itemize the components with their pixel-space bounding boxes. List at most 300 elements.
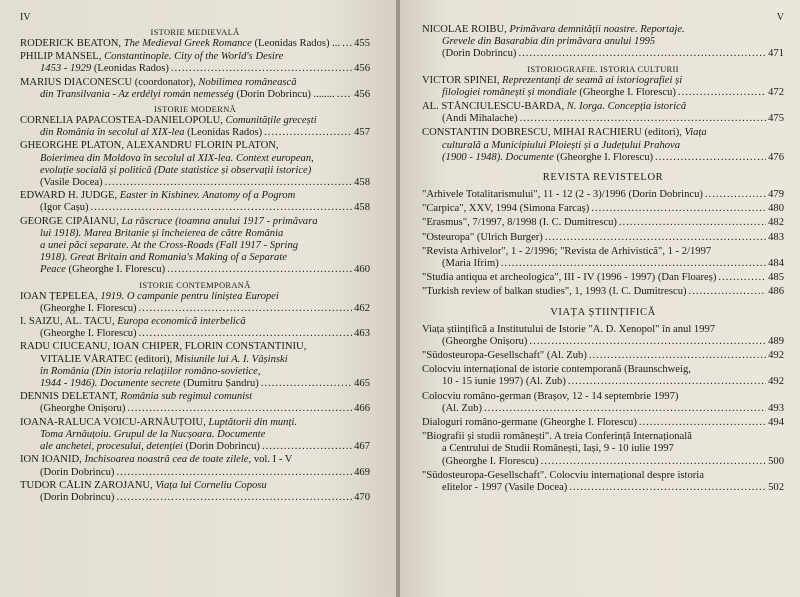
entry-title-italic: Easter in Kishinev. Anatomy of a Pogrom [119,190,296,202]
entry-text [20,341,306,353]
page-ref: 492 [768,350,784,362]
entry-text [20,153,314,165]
entry-text [422,75,682,87]
entry-title-italic: Primăvara demnității noastre. Reportaje. [509,24,685,35]
entry-title-italic: în România (Din istoria relațiilor româno-sovietice, [40,365,261,377]
dot-leader [705,189,766,201]
entry-text [422,286,687,298]
toc-entry [422,350,784,362]
page-ref: 460 [354,264,370,276]
entry-author-text: Dialoguri româno-germane (Gheorghe I. Florescu) [422,417,637,429]
entry-title-italic: a unei păci separate. At the Cross-Roads (Fall 1917 - Spring [40,240,299,252]
entry-text [422,456,539,468]
entry-title-italic: culturală a Municipiului Ploiești și a Județului Prahova [442,139,681,151]
entry-text [20,480,267,492]
toc-line [20,240,370,252]
entry-author-text: RODERICK BEATON, [20,38,124,49]
page-number-left: IV [20,12,31,23]
toc-line [422,48,784,60]
toc-line [20,441,370,453]
entry-title-italic: din România în secolul al XIX-lea [40,127,185,139]
entry-text [422,152,653,164]
page-ref: 500 [768,455,784,467]
dot-leader [529,336,766,348]
toc-line [20,378,370,390]
toc-line [20,264,370,276]
toc-line [20,177,370,189]
entry-author-text: AL. STĂNCIULESCU-BÂRDA, [422,101,567,113]
toc-entry [20,140,370,189]
toc-line [422,203,784,215]
left-contents [20,27,370,504]
toc-entry [20,341,370,390]
entry-text [422,431,692,443]
toc-entry [20,316,370,340]
toc-line [422,113,784,125]
entry-text [20,38,340,50]
dot-leader [261,378,352,390]
toc-entry [422,246,784,270]
toc-line [422,258,784,270]
entry-text [422,376,566,388]
toc-line [20,467,370,479]
page-ref: 456 [354,88,370,100]
toc-line [422,456,784,468]
toc-entry [20,115,370,139]
entry-author-text: (Dorin Dobrincu) [40,466,115,478]
page-ref: 472 [768,86,784,98]
dot-leader [655,152,766,164]
entry-text [422,87,676,99]
entry-reviewer-text: (Leonidas Rados) ... [251,38,341,49]
entry-text [20,417,297,429]
entry-text [20,140,279,152]
toc-entry [20,77,370,101]
section-heading: ISTORIE CONTEMPORANĂ [139,279,251,290]
entry-title-italic: N. Iorga. Concepția istorică [566,101,687,113]
dot-leader [105,177,352,189]
dot-leader [501,258,766,270]
entry-title-italic: din Transilvania - Az erdélyi román nemesség [40,88,234,100]
page-ref: 486 [768,286,784,298]
toc-entry [422,24,784,61]
toc-line [422,272,784,284]
entry-text [20,127,262,139]
toc-entry [422,75,784,99]
entry-text [20,441,260,453]
entry-title-italic: 1944 - 1946). Documente secrete [40,378,181,390]
entry-author-text: (Dorin Dobrincu) [40,491,115,503]
toc-line [20,127,370,139]
entry-author-text: CORNELIA PAPACOSTEA-DANIELOPOLU, [20,115,226,127]
entry-text [422,364,691,376]
page-ref: 476 [768,151,784,163]
entry-text [20,63,169,75]
entry-title-italic: Comunitățile grecești [225,115,317,127]
entry-text [422,272,716,284]
entry-title-italic: Constantinople. City of the World's Desire [104,51,284,63]
entry-title-italic: Luptătorii din munți. [208,416,298,428]
toc-line [422,403,784,415]
toc-line [422,391,784,403]
entry-author-text: NICOLAE ROIBU, [422,24,510,35]
page-ref: 469 [354,466,370,478]
entry-text [20,291,279,303]
page-ref: 475 [768,113,784,125]
page-ref: 492 [768,376,784,388]
dot-leader [541,456,767,468]
entry-title-italic: Reprezentanți de seamă ai istoriografiei și [502,74,683,86]
dot-leader [545,232,766,244]
entry-author-text: IOANA-RALUCA VOICU-ARNĂUȚOIU, [20,416,209,428]
entry-title-italic: Nobilimea românească [198,76,297,88]
toc-line [422,431,784,443]
entry-text [422,127,707,139]
entry-reviewer-text: (Gheorghe I. Florescu) [576,86,676,98]
toc-entry [20,190,370,214]
entry-text [422,443,674,455]
toc-line [20,51,370,63]
page-ref: 455 [354,38,370,49]
toc-line [422,36,784,48]
page-ref: 493 [768,402,784,414]
dot-leader [264,127,352,139]
entry-author-text: (Maria Ifrim) [442,258,499,270]
entry-title-italic: Misiunile lui A. I. Vâșinski [174,353,288,365]
toc-entry [20,51,370,75]
entry-author-text: "Südosteuropa-Gesellschaft". Colocviu internațional despre istoria [422,469,704,481]
toc-line [20,190,370,202]
entry-author-text: "Biografii și studii românești". A treia Conferință Internațională [422,431,692,443]
entry-text [20,316,246,328]
toc-entry [422,217,784,229]
toc-line [422,246,784,258]
page-ref: 463 [354,328,370,340]
entry-reviewer-text: , vol. I - V [248,454,293,466]
entry-reviewer-text: (Gheorghe I. Florescu) [553,151,654,163]
entry-title-italic: 1918). Great Britain and Romania's Making of a Separate [40,252,287,264]
toc-line [20,403,370,415]
entry-text [20,252,287,264]
toc-entry [422,470,784,494]
entry-text [20,403,125,415]
entry-author-text: Colocviu româno-german (Brașov, 12 - 14 septembrie 1997) [422,390,679,402]
entry-text [20,391,252,403]
entry-title-italic: La răscruce (toamna anului 1917 - primăvara [121,215,318,227]
entry-text [20,228,283,240]
entry-text [20,51,283,63]
toc-entry [422,417,784,429]
toc-line [20,303,370,315]
entry-author-text: (Al. Zub) [442,402,483,414]
toc-entry [422,364,784,388]
toc-entry [20,391,370,415]
entry-author-text: "Osteuropa" (Ulrich Burger) [422,231,543,243]
page-ref: 466 [354,403,370,415]
page-ref: 479 [768,189,784,201]
right-page [400,0,800,597]
page-ref: 489 [768,335,784,347]
toc-entry [422,101,784,125]
entry-author-text: (Gheorghe I. Florescu) [40,328,137,340]
entry-author-text: a Centrului de Studii Românești, Iași, 9 - 10 iulie 1997 [442,443,674,455]
entry-author-text: VICTOR SPINEI, [422,74,503,86]
entry-text [422,140,680,152]
page-ref: 457 [354,127,370,139]
toc-line [422,217,784,229]
toc-line [20,252,370,264]
dot-leader [91,202,353,214]
dot-leader [569,482,766,494]
toc-line [20,391,370,403]
toc-line [20,454,370,466]
entry-text [20,202,89,214]
entry-reviewer-text: (Gheorghe I. Florescu) [65,264,166,276]
dot-leader [171,63,352,75]
entry-title-italic: Grevele din Basarabia din primăvara anului 1995 [442,36,656,48]
entry-text [422,246,711,258]
entry-text [422,350,587,362]
page-ref: 458 [354,202,370,214]
toc-entry [422,286,784,298]
entry-text [20,89,335,101]
dot-leader [591,203,766,215]
toc-entry [422,203,784,215]
toc-line [20,291,370,303]
entry-text [422,203,589,215]
entry-title-italic: 1453 - 1929 [40,63,92,75]
entry-title-italic: Viața lui Corneliu Coposu [155,479,267,491]
entry-reviewer-text: (Dorin Dobrincu) [182,441,260,453]
entry-author-text: PHILIP MANSEL, [20,51,105,63]
entry-text [20,303,137,315]
entry-text [20,492,114,504]
entry-author-text: EDWARD H. JUDGE, [20,190,120,202]
page-ref: 456 [354,63,370,75]
toc-entry [422,189,784,201]
entry-title-italic: filologiei românești și mondiale [442,86,577,98]
toc-entry [422,391,784,415]
page-ref: 480 [768,203,784,215]
entry-text [422,336,527,348]
entry-text [422,36,655,48]
entry-author-text: CONSTANTIN DOBRESCU, MIHAI RACHIERU (editori), [422,127,685,139]
entry-title-italic: Europa economică interbelică [117,316,246,328]
toc-line [20,153,370,165]
entry-text [20,165,311,177]
toc-line [20,216,370,228]
toc-line [422,324,784,336]
entry-text [422,417,637,429]
toc-line [20,89,370,101]
entry-text [20,366,261,378]
toc-entry [422,324,784,348]
page-ref: 471 [768,48,784,60]
toc-entry [422,232,784,244]
entry-author-text: Colocviu internațional de istorie contemporană (Braunschweig, [422,364,691,376]
toc-line [20,429,370,441]
entry-author-text: "Revista Arhivelor", 1 - 2/1996; "Revista de Arhivistică", 1 - 2/1997 [422,245,712,257]
entry-author-text: 10 - 15 iunie 1997) (Al. Zub) [442,376,566,388]
entry-author-text: Viața științifică a Institutului de Istorie "A. D. Xenopol" în anul 1997 [422,323,716,335]
toc-line [422,24,784,36]
dot-leader [484,403,766,415]
entry-text [422,470,704,482]
entry-author-text: ION IOANID, [20,454,85,466]
entry-text [20,115,317,127]
entry-author-text: I. SAIZU, AL. TACU, [20,316,118,328]
dot-leader [337,89,352,101]
dot-leader [718,272,766,284]
entry-author-text: TUDOR CĂLIN ZAROJANU, [20,479,156,491]
toc-entry [422,127,784,164]
toc-line [422,482,784,494]
entry-title-italic: Viața [684,127,707,139]
section-heading: ISTORIE MODERNĂ [153,104,237,115]
entry-title-italic: The Medieval Greek Romance [123,38,252,49]
dot-leader [116,467,352,479]
entry-author-text: (Gheorghe I. Florescu) [442,455,539,467]
page-ref: 467 [354,441,370,453]
entry-text [20,328,137,340]
toc-line [422,364,784,376]
section-heading: ISTORIOGRAFIE. ISTORIA CULTURII [527,63,679,74]
toc-line [20,77,370,89]
toc-entry [20,291,370,315]
page-ref: 494 [768,417,784,429]
toc-line [20,492,370,504]
page-ref: 458 [354,177,370,189]
toc-line [422,189,784,201]
toc-line [20,140,370,152]
section-heading: VIAȚA ȘTIINȚIFICĂ [550,306,656,318]
toc-entry [20,480,370,504]
entry-author-text: (Andi Mihalache) [442,113,518,125]
dot-leader [589,350,766,362]
entry-text [422,217,617,229]
page-ref: 465 [354,378,370,390]
entry-text [422,482,567,494]
toc-line [422,336,784,348]
entry-author-text: (Gheorghe Onișoru) [442,335,528,347]
toc-line [20,354,370,366]
entry-title-italic: evoluție socială și politică (Date statistice și observații istorice) [40,164,312,176]
page-ref: 483 [768,231,784,243]
entry-author-text: RADU CIUCEANU, IOAN CHIPER, FLORIN CONSTANTINIU, [20,341,307,353]
page-ref: 484 [768,258,784,270]
entry-text [20,177,103,189]
entry-reviewer-text: (Leonidas Rados) [184,127,263,139]
entry-author-text: elitelor - 1997 (Vasile Docea) [442,482,568,494]
page-number-right: V [776,12,784,23]
entry-text [422,113,518,125]
dot-leader [568,376,766,388]
dot-leader [678,87,766,99]
toc-entry [422,272,784,284]
toc-line [422,443,784,455]
entry-text [20,77,297,89]
toc-line [422,87,784,99]
toc-line [20,417,370,429]
page-ref: 462 [354,302,370,314]
page-ref: 470 [354,491,370,503]
entry-author-text: "Südosteuropa-Gesellschaft" (Al. Zub) [422,350,587,362]
toc-line [20,480,370,492]
dot-leader [520,113,767,125]
dot-leader [342,38,352,50]
entry-author-text: "Studia antiqua et archeologica", III - IV (1996 - 1997) (Dan Floareș) [422,272,717,284]
entry-author-text: (Dorin Dobrincu) [442,48,517,60]
entry-text [20,240,298,252]
entry-title-italic: lui 1918). Marea Britanie și încheierea de către România [40,227,284,239]
entry-author-text: VITALIE VĂRATEC (editori), [40,353,175,365]
toc-line [20,328,370,340]
dot-leader [139,328,353,340]
page-ref: 485 [768,272,784,284]
right-contents [422,24,784,494]
entry-author-text: (Gheorghe Onișoru) [40,403,126,415]
toc-line [422,350,784,362]
toc-line [422,417,784,429]
entry-text [20,467,114,479]
entry-reviewer-text: (Dorin Dobrincu) ........ [233,88,335,100]
toc-line [422,75,784,87]
dot-leader [518,48,766,60]
left-page [0,0,396,597]
entry-text [422,189,703,201]
entry-title-italic: ale anchetei, procesului, detenției [40,441,183,453]
entry-author-text: (Vasile Docea) [40,177,103,189]
toc-line [20,38,370,50]
entry-text [20,190,295,202]
toc-line [422,376,784,388]
toc-line [422,470,784,482]
dot-leader [639,417,766,429]
toc-line [422,152,784,164]
entry-text [422,391,678,403]
dot-leader [127,403,352,415]
entry-text [422,258,499,270]
entry-title-italic: Peace [40,264,66,276]
entry-author-text: MARIUS DIACONESCU (coordonator), [20,76,199,88]
entry-author-text: "Arhivele Totalitarismului", 11 - 12 (2 - 3)/1996 (Dorin Dobrincu) [422,189,703,201]
entry-text [422,403,482,415]
entry-author-text: DENNIS DELETANT, [20,391,121,403]
entry-title-italic: Închisoarea noastră cea de toate zilele [84,454,249,466]
toc-line [20,341,370,353]
entry-title-italic: Toma Arnăuțoiu. Grupul de la Nucșoara. Documente [40,428,266,440]
toc-line [422,232,784,244]
entry-text [20,454,292,466]
page-ref: 502 [768,482,784,494]
toc-line [20,63,370,75]
toc-line [20,165,370,177]
entry-text [20,354,288,366]
entry-author-text: "Carpica", XXV, 1994 (Simona Farcaș) [422,203,590,215]
toc-entry [422,431,784,468]
toc-entry [20,216,370,277]
toc-line [20,366,370,378]
entry-text [422,24,685,36]
dot-leader [116,492,352,504]
dot-leader [167,264,352,276]
toc-entry [20,454,370,478]
section-heading: ISTORIE MEDIEVALĂ [150,27,240,37]
entry-author-text: "Turkish review of balkan studies", 1, 1993 (I. C. Dumitrescu) [422,286,687,298]
toc-line [422,140,784,152]
dot-leader [619,217,766,229]
entry-text [422,324,715,336]
